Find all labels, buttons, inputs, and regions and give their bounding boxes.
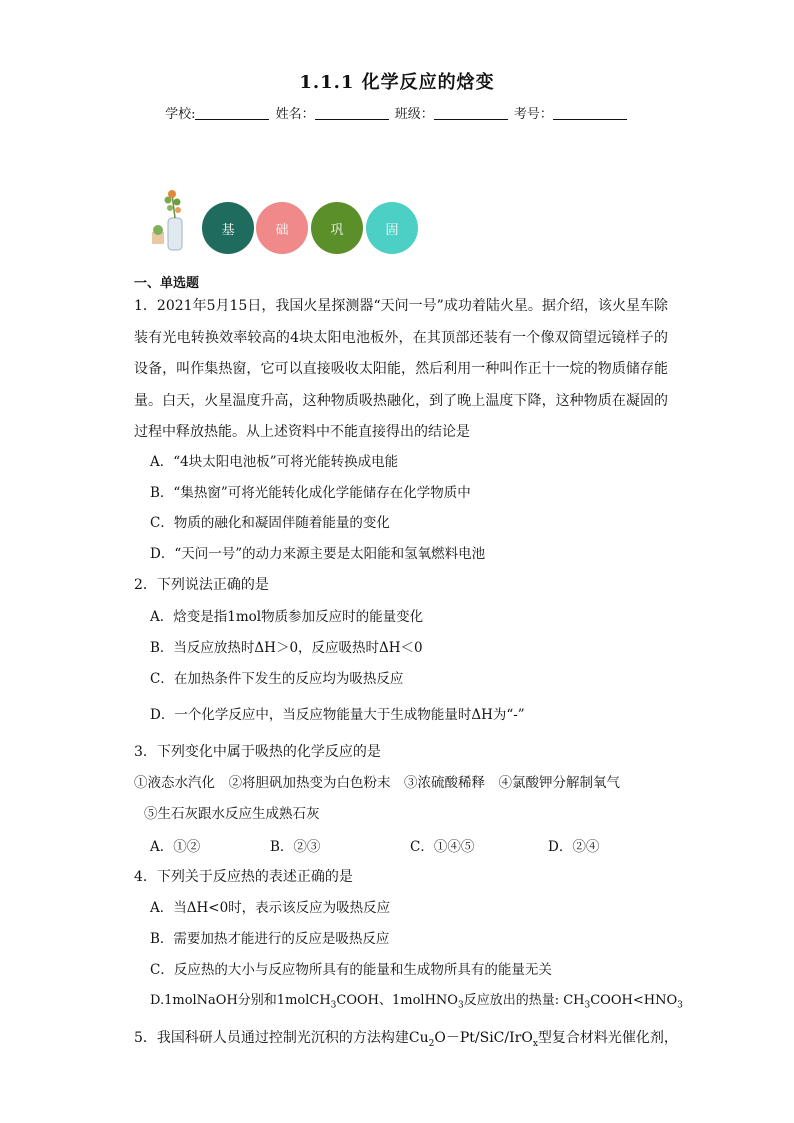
question-3-stem: 3．下列变化中属于吸热的化学反应的是 [134, 744, 381, 760]
q1-option-c[interactable]: C．物质的融化和凝固伴随着能量的变化 [150, 515, 390, 531]
q3-option-b[interactable]: B．②③ [270, 839, 321, 855]
q4-option-d[interactable]: D.1molNaOH分别和1molCH$_3$COOH、1molHNO$_3$反应放出的热量: $CH_3COOH<HNO_3$ [150, 993, 683, 1011]
banner-circle-3: 巩 [311, 202, 363, 254]
q4-option-a[interactable]: A．当ΔH<0时，表示该反应为吸热反应 [150, 900, 391, 916]
class-blank[interactable] [434, 105, 508, 120]
q1-option-a[interactable]: A．“4块太阳电池板”可将光能转换成电能 [150, 454, 399, 470]
q2-option-b[interactable]: B．当反应放热时ΔH＞0，反应吸热时ΔH＜0 [150, 640, 423, 656]
banner-circle-2: 础 [256, 202, 308, 254]
section-banner [150, 188, 430, 252]
question-2-stem: 2．下列说法正确的是 [134, 577, 269, 593]
name-label: 姓名： [275, 107, 315, 122]
question-5-stem: 5．我国科研人员通过控制光沉积的方法构建$Cu_2O-Pt/SiC/IrO_x$型复合材料光催化剂， [134, 1030, 678, 1049]
q2-option-a[interactable]: A．焓变是指1mol物质参加反应时的能量变化 [150, 609, 424, 625]
student-info-line [0, 103, 794, 122]
q4-option-b[interactable]: B．需要加热才能进行的反应是吸热反应 [150, 931, 390, 947]
banner-circle-1: 基 [202, 202, 254, 254]
school-label: 学校: [165, 107, 196, 122]
q2-option-c[interactable]: C．在加热条件下发生的反应均为吸热反应 [150, 671, 404, 687]
page-title: 1.1.1 化学反应的焓变 [299, 72, 495, 93]
name-blank[interactable] [315, 105, 389, 120]
banner-circle-4: 固 [366, 202, 418, 254]
exam-no-blank[interactable] [553, 105, 627, 120]
school-blank[interactable] [195, 105, 269, 120]
q4-option-c[interactable]: C．反应热的大小与反应物所具有的能量和生成物所具有的能量无关 [150, 962, 552, 978]
q1-option-d[interactable]: D．“天问一号”的动力来源主要是太阳能和氢氧燃料电池 [150, 546, 486, 562]
q3-items-line-2: ⑤生石灰跟水反应生成熟石灰 [144, 806, 320, 822]
q3-items-line-1: ①液态水汽化 ②将胆矾加热变为白色粉末 ③浓硫酸稀释 ④氯酸钾分解制氧气 [134, 775, 620, 791]
exam-no-label: 考号： [513, 107, 553, 122]
q2-option-d[interactable]: D．一个化学反应中，当反应物能量大于生成物能量时ΔH为“-” [150, 707, 525, 723]
q3-option-a[interactable]: A．①② [150, 839, 201, 855]
q1-option-b[interactable]: B．“集热窗”可将光能转化成化学能储存在化学物质中 [150, 485, 471, 501]
q3-option-d[interactable]: D．②④ [548, 839, 600, 855]
question-1-stem: 1．2021年5月15日，我国火星探测器“天问一号”成功着陆火星。据介绍，该火星车除装有光电转换效率较高的4块太阳电池板外，在其顶部还装有一个像双筒望远镜样子的设备，叫作集热窗，它可以直接吸收太阳能，然后利用一种叫作正十一烷的物质储存能量。白天，火星温度升高，这种物质吸热融化，到了晚上温度下降，这种物质在凝固的过程中释放热能。从上述资料中不能直接得出的结论是 [134, 298, 668, 440]
question-4-stem: 4．下列关于反应热的表述正确的是 [134, 869, 353, 885]
section-title: 一、单选题 [134, 276, 200, 291]
class-label: 班级： [394, 107, 434, 122]
q3-option-c[interactable]: C．①④⑤ [410, 839, 475, 855]
plant-vase-icon [150, 188, 196, 252]
